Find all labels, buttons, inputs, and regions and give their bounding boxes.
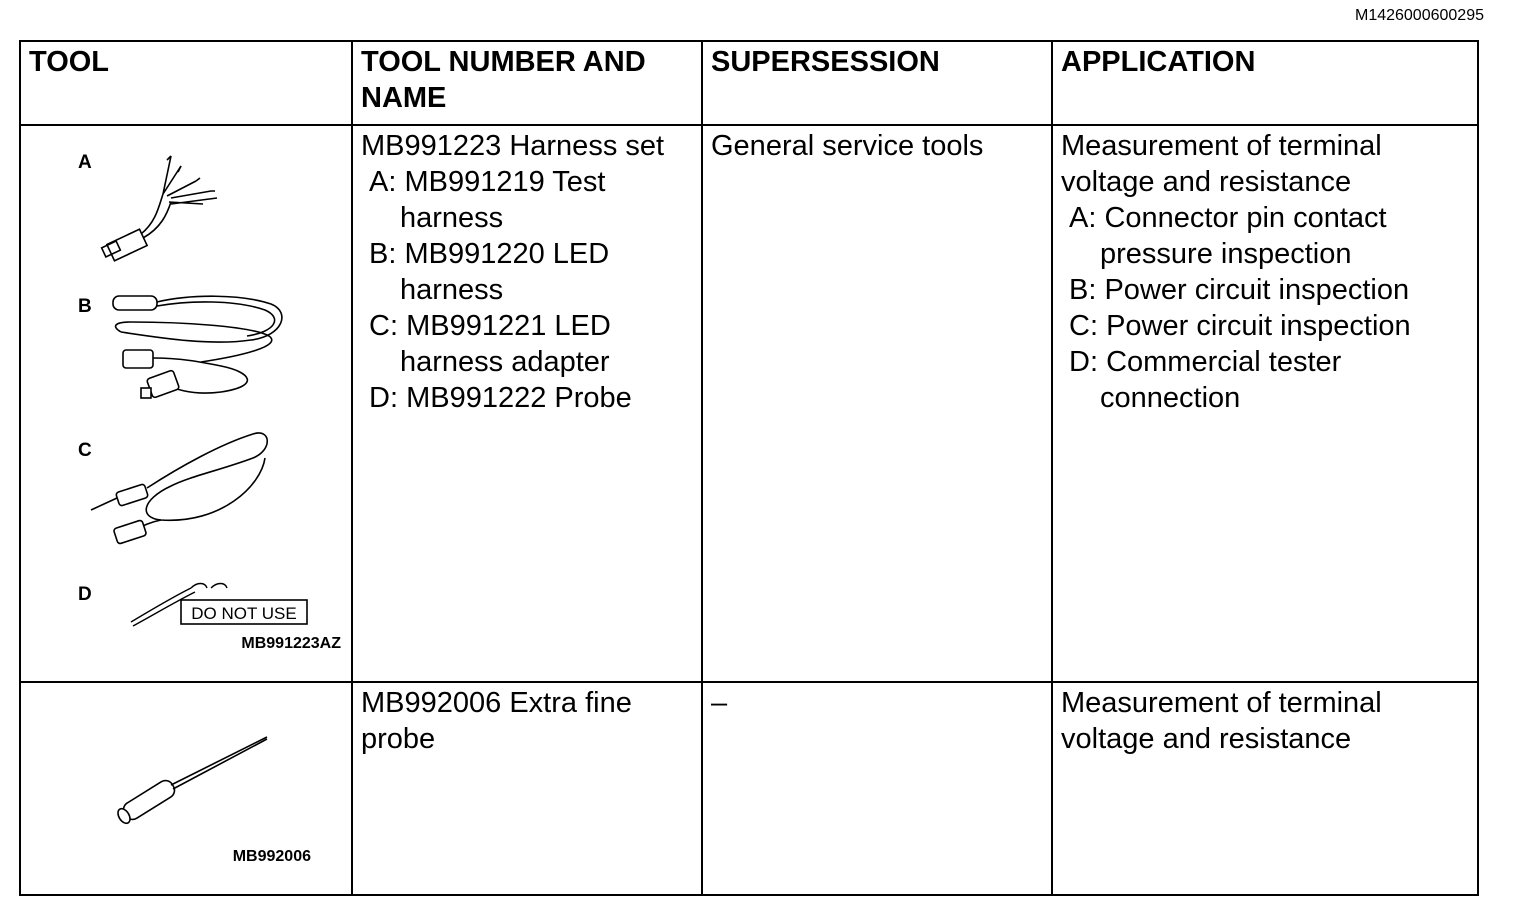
list-item	[361, 236, 693, 308]
item-text: Connector pin contact	[1104, 202, 1387, 234]
led-harness-icon	[113, 296, 282, 398]
tool-title: MB992006 Extra fine	[361, 687, 632, 719]
item-continuation: harness adapter	[400, 346, 610, 378]
item-letter: C:	[1069, 310, 1098, 342]
harness-set-figure	[21, 126, 351, 681]
figure-label-b: B	[78, 296, 92, 317]
extra-fine-probe-icon	[116, 737, 267, 825]
supersession-cell: General service tools	[702, 125, 1052, 682]
extra-fine-probe-illustration	[21, 683, 351, 889]
item-text: MB991219 Test	[404, 166, 606, 198]
document-id: M1426000600295	[1354, 7, 1484, 24]
item-letter: B:	[369, 238, 397, 270]
tool-title-cont: probe	[361, 723, 436, 755]
header-supersession: SUPERSESSION	[702, 41, 1052, 125]
application-line: voltage and resistance	[1061, 723, 1352, 755]
list-item	[1061, 308, 1469, 344]
item-continuation: harness	[400, 202, 504, 234]
item-text: MB991222 Probe	[406, 382, 632, 414]
item-letter: D:	[1069, 346, 1098, 378]
tool-number-name-cell	[352, 682, 702, 895]
list-item	[361, 308, 693, 380]
item-text: Power circuit inspection	[1104, 274, 1410, 306]
figure-code: MB991223AZ	[241, 635, 341, 652]
item-letter: D:	[369, 382, 398, 414]
table-row	[20, 682, 1478, 895]
test-harness-icon	[102, 156, 217, 261]
tool-figure-cell	[20, 125, 352, 682]
item-continuation: pressure inspection	[1100, 238, 1352, 270]
figure-label-c: C	[78, 440, 92, 461]
table-row	[20, 125, 1478, 682]
tool-number-name-cell	[352, 125, 702, 682]
figure-code: MB992006	[232, 848, 311, 865]
application-line: voltage and resistance	[1061, 166, 1352, 198]
led-harness-adapter-icon	[91, 433, 267, 544]
item-text: Commercial tester	[1106, 346, 1342, 378]
application-cell	[1052, 125, 1478, 682]
header-application: APPLICATION	[1052, 41, 1478, 125]
application-cell	[1052, 682, 1478, 895]
header-row	[20, 41, 1478, 125]
header-tool: TOOL	[20, 41, 352, 125]
list-item	[361, 380, 693, 416]
figure-label-a: A	[78, 152, 92, 173]
item-letter: B:	[1069, 274, 1097, 306]
item-text: MB991221 LED	[406, 310, 611, 342]
header-tool-number-name: TOOL NUMBER AND NAME	[352, 41, 702, 125]
tool-title: MB991223 Harness set	[361, 130, 665, 162]
list-item	[1061, 200, 1469, 272]
item-continuation: harness	[400, 274, 504, 306]
item-letter: A:	[369, 166, 397, 198]
do-not-use-text: DO NOT USE	[191, 604, 297, 623]
tool-figure-cell	[20, 682, 352, 895]
figure-label-d: D	[78, 584, 92, 605]
item-text: Power circuit inspection	[1106, 310, 1411, 342]
list-item	[1061, 272, 1469, 308]
supersession-cell: –	[702, 682, 1052, 895]
item-letter: C:	[369, 310, 398, 342]
item-continuation: connection	[1100, 382, 1241, 414]
harness-set-illustration	[21, 126, 351, 681]
list-item	[361, 164, 693, 236]
application-line: Measurement of terminal	[1061, 687, 1382, 719]
item-letter: A:	[1069, 202, 1097, 234]
list-item	[1061, 344, 1469, 416]
item-text: MB991220 LED	[404, 238, 610, 270]
application-line: Measurement of terminal	[1061, 130, 1382, 162]
special-tools-table	[19, 40, 1479, 896]
